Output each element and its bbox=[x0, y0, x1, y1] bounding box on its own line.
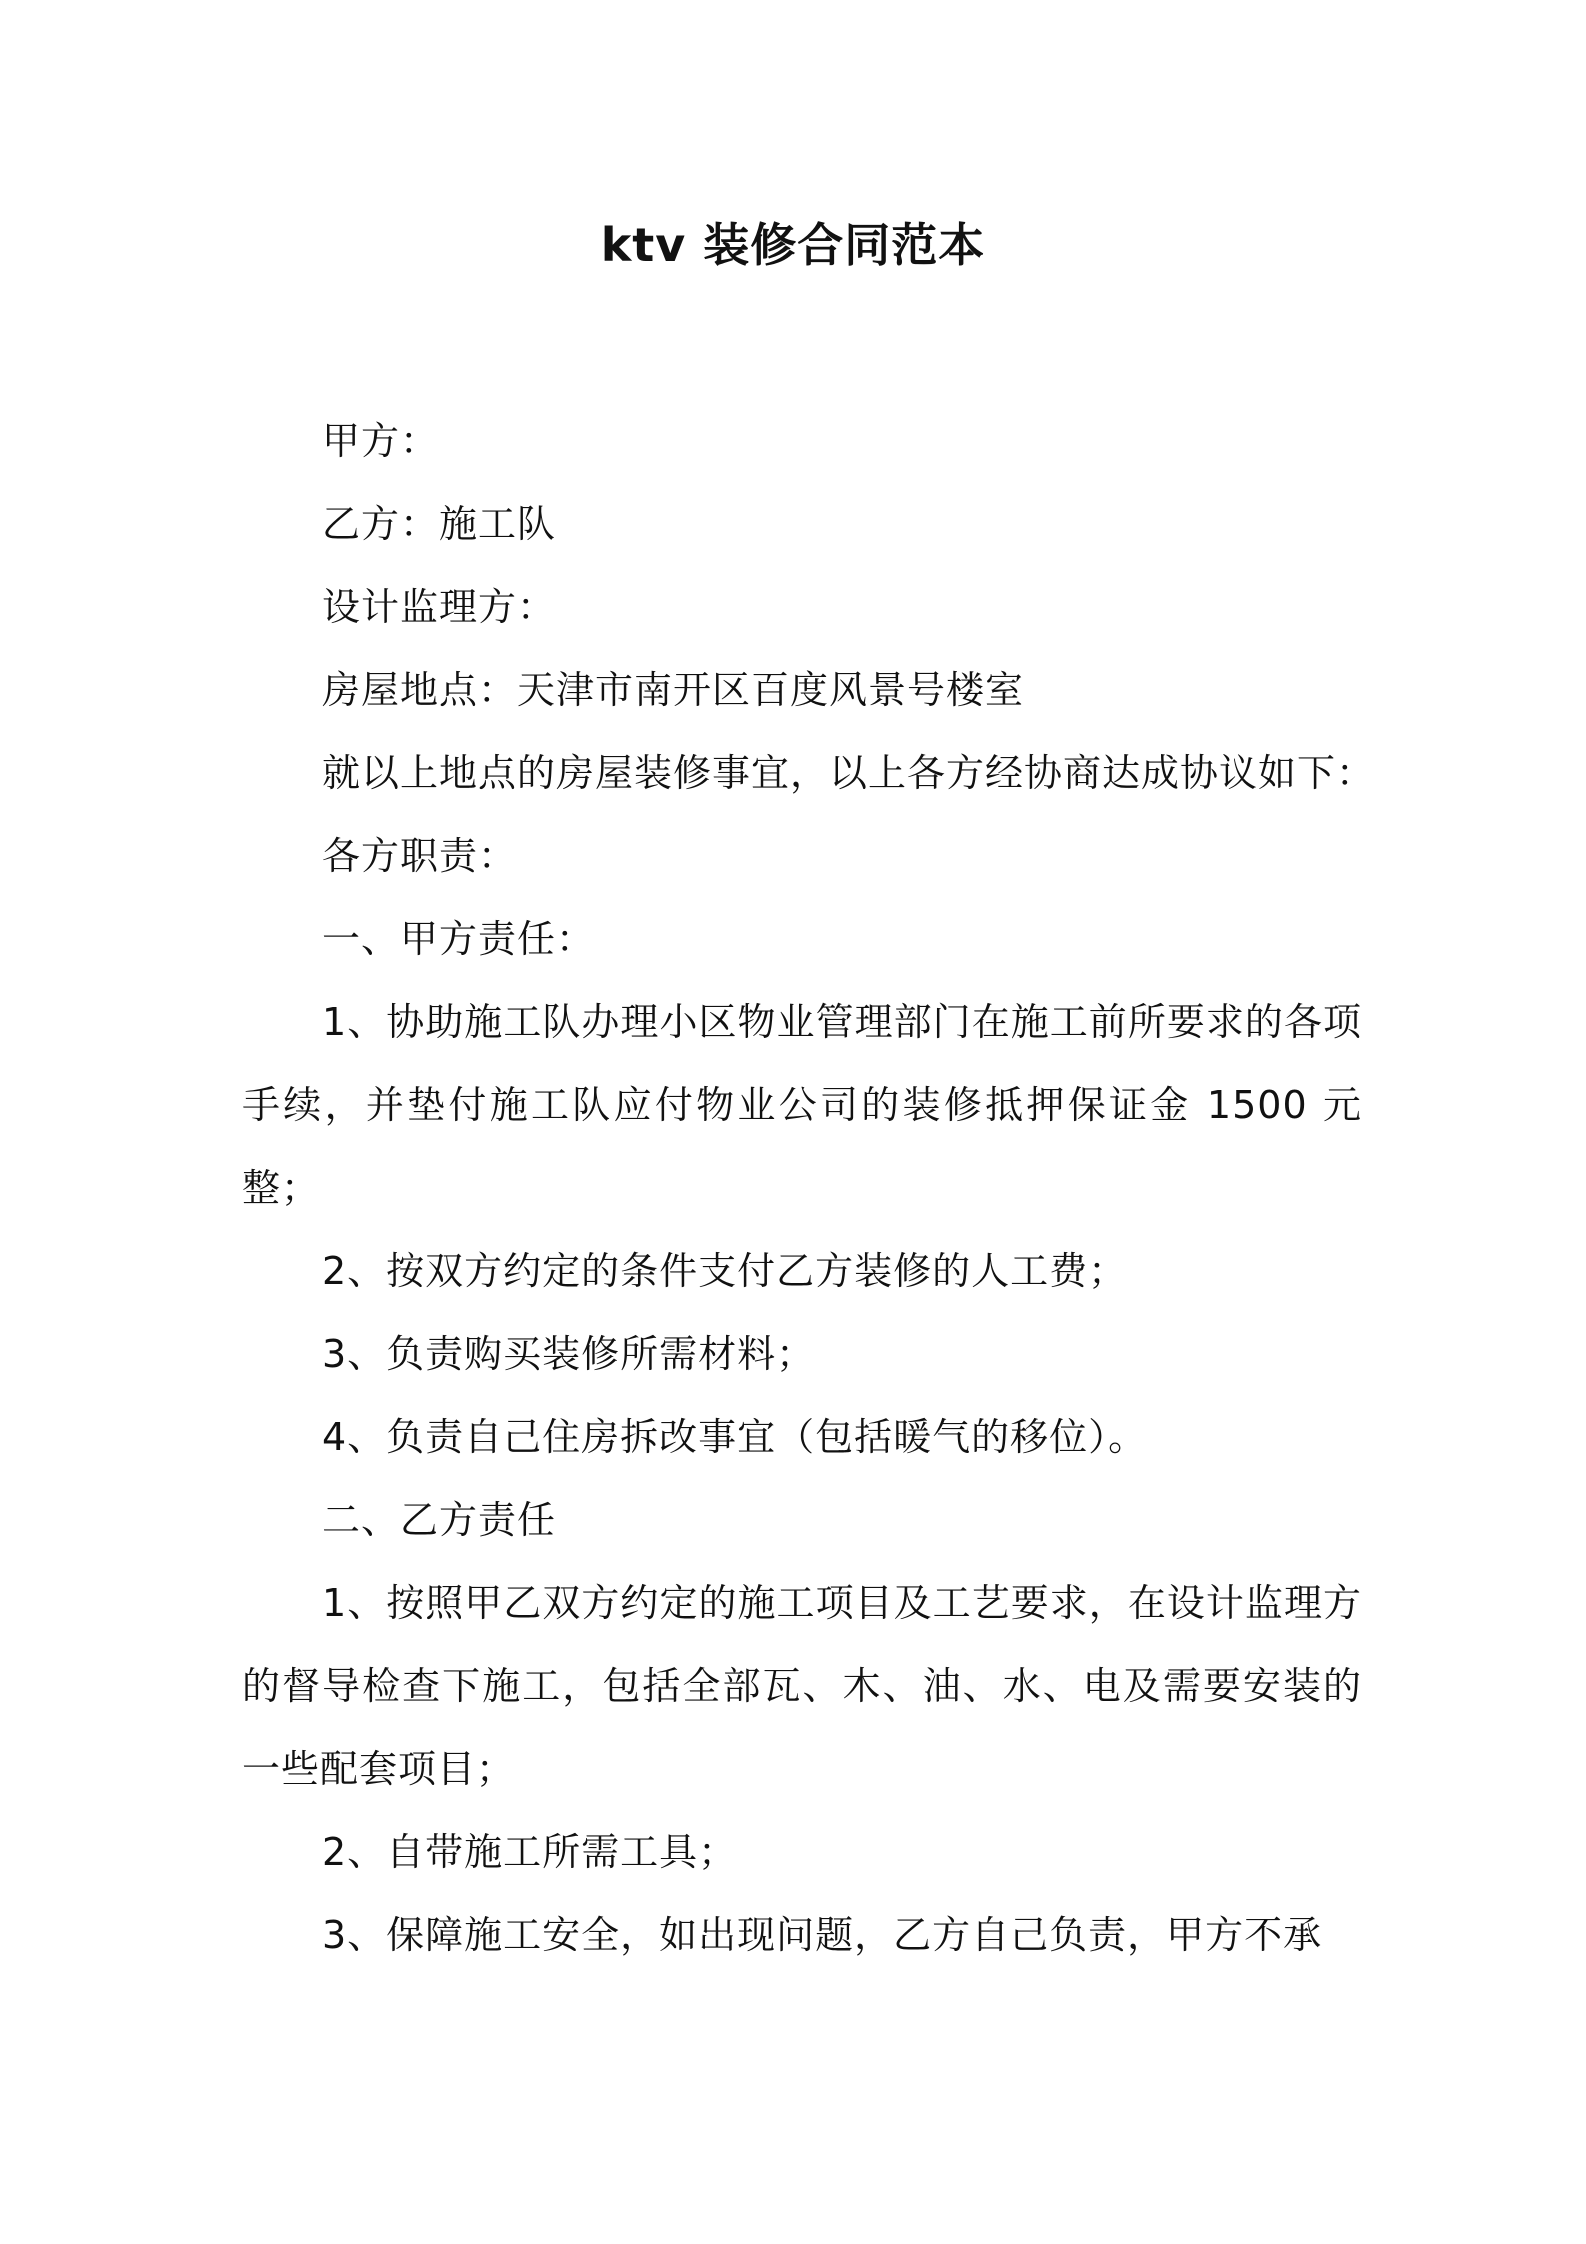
section2-item2: 2、自带施工所需工具； bbox=[322, 1830, 738, 1874]
document-body bbox=[242, 400, 1376, 1977]
supervisor-line: 设计监理方： bbox=[322, 585, 557, 629]
party-a-line: 甲方： bbox=[322, 419, 440, 463]
duties-heading: 各方职责： bbox=[322, 834, 518, 878]
party-b-line: 乙方：施工队 bbox=[322, 502, 557, 546]
section1-item2: 2、按双方约定的条件支付乙方装修的人工费； bbox=[322, 1249, 1128, 1293]
section1-item3: 3、负责购买装修所需材料； bbox=[322, 1332, 816, 1376]
intro-line: 就以上地点的房屋装修事宜，以上各方经协商达成协议如下： bbox=[322, 751, 1376, 795]
section1-heading: 一、甲方责任： bbox=[322, 917, 596, 961]
section2-item3: 3、保障施工安全，如出现问题，乙方自己负责，甲方不承 bbox=[322, 1913, 1323, 1957]
section1-item4: 4、负责自己住房拆改事宜（包括暖气的移位）。 bbox=[322, 1415, 1148, 1459]
section2-item1: 1、按照甲乙双方约定的施工项目及工艺要求，在设计监理方的督导检查下施工，包括全部瓦、木、油、水、电及需要安装的一些配套项目； bbox=[242, 1581, 1362, 1791]
document-title: ktv 装修合同范本 bbox=[600, 218, 986, 272]
section1-item1: 1、协助施工队办理小区物业管理部门在施工前所要求的各项手续，并垫付施工队应付物业公司的装修抵押保证金 1500 元整； bbox=[242, 1000, 1362, 1210]
location-line: 房屋地点：天津市南开区百度风景号楼室 bbox=[322, 668, 1025, 712]
section2-heading: 二、乙方责任 bbox=[322, 1498, 557, 1542]
